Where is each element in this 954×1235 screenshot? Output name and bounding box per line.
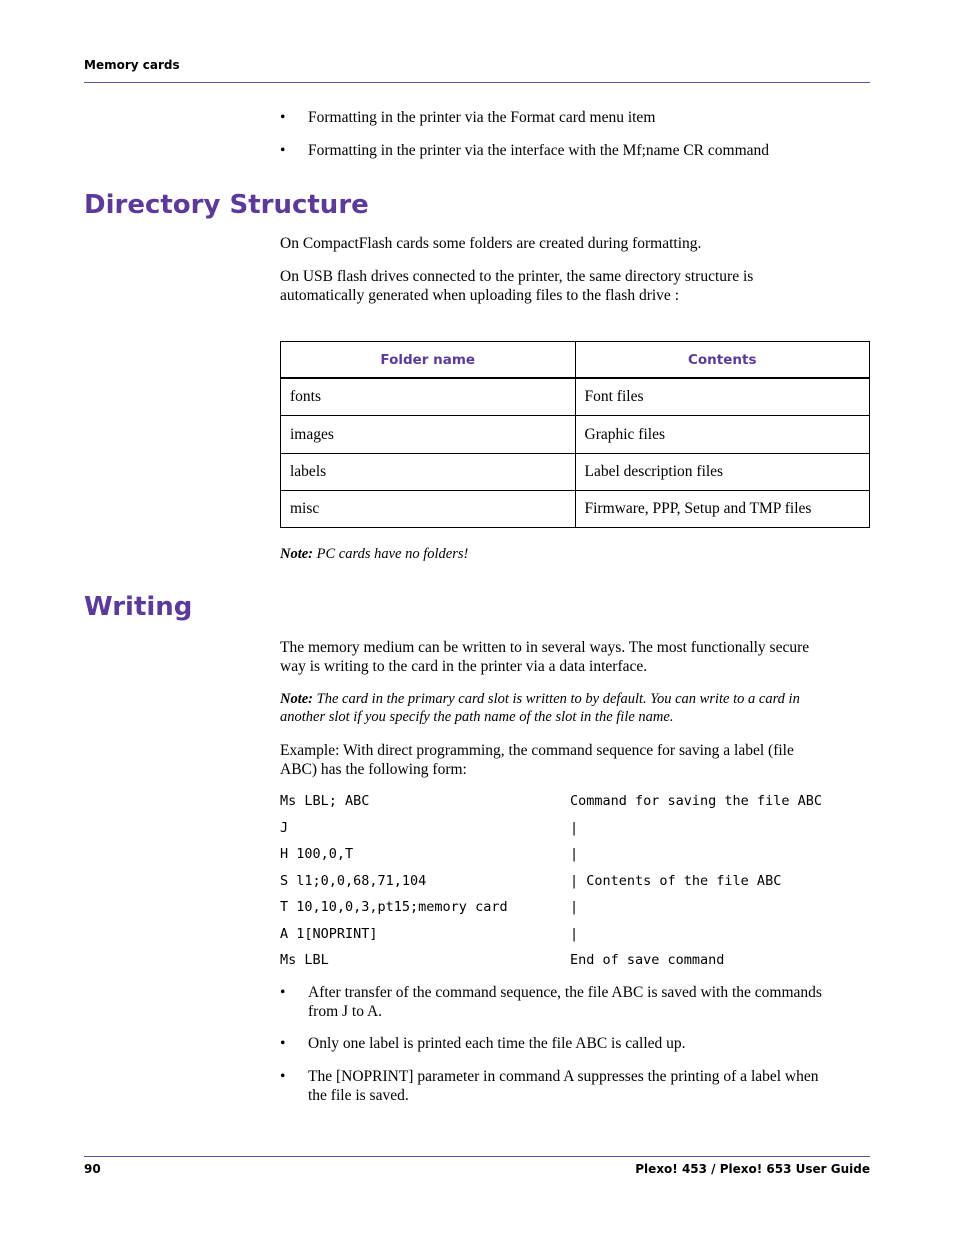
note-label: Note: <box>280 691 314 707</box>
bullet-icon: • <box>280 1068 286 1085</box>
table-row <box>281 416 870 454</box>
writing-paragraph-line-2: way is writing to the card in the printer via a data interface. <box>280 658 648 675</box>
writing-bullet-3 <box>280 1067 870 1105</box>
code-comment: | <box>570 820 579 836</box>
code-comment: | Contents of the file ABC <box>570 873 782 889</box>
bullet-icon: • <box>280 109 286 126</box>
folder-table <box>280 341 870 528</box>
bullet-text-line-2: the file is saved. <box>308 1087 409 1104</box>
table-cell: labels <box>281 454 576 491</box>
note-text: PC cards have no folders! <box>316 546 469 562</box>
bullet-text: Formatting in the printer via the interface with the Mf;name CR command <box>308 142 770 159</box>
code-command: Ms LBL <box>280 952 329 968</box>
table-cell: Font files <box>575 378 870 416</box>
bullet-icon: • <box>280 142 286 159</box>
bullet-text-line-1: The [NOPRINT] parameter in command A suppresses the printing of a label when <box>308 1068 819 1085</box>
column-header-folder-name: Folder name <box>281 342 576 379</box>
example-line-1: Example: With direct programming, the command sequence for saving a label (file <box>280 742 794 759</box>
note-label: Note: <box>280 546 314 562</box>
table-row <box>281 491 870 528</box>
table-cell: misc <box>281 491 576 528</box>
header-rule <box>84 82 870 83</box>
note-text: The card in the primary card slot is written to by default. You can write to a card in <box>316 691 800 707</box>
code-comment: | <box>570 926 579 942</box>
bullet-text-line-1: After transfer of the command sequence, the file ABC is saved with the commands <box>308 984 822 1001</box>
section-heading-writing: Writing <box>84 592 193 622</box>
table-cell: images <box>281 416 576 454</box>
bullet-text-line-2: from J to A. <box>308 1003 383 1020</box>
table-row <box>281 378 870 416</box>
code-command: Ms LBL; ABC <box>280 793 370 809</box>
writing-note-line-1 <box>280 690 800 708</box>
directory-paragraph-2-line-1: On USB flash drives connected to the printer, the same directory structure is <box>280 268 754 285</box>
code-command: J <box>280 820 289 836</box>
code-command: A 1[NOPRINT] <box>280 926 378 942</box>
directory-paragraph-2-line-2: automatically generated when uploading files to the flash drive : <box>280 287 679 304</box>
section-heading-directory: Directory Structure <box>84 190 369 220</box>
writing-note-line-2: another slot if you specify the path name of the slot in the file name. <box>280 709 674 725</box>
page-number: 90 <box>84 1162 101 1176</box>
writing-paragraph-line-1: The memory medium can be written to in several ways. The most functionally secure <box>280 639 810 656</box>
bullet-icon: • <box>280 984 286 1001</box>
code-comment: Command for saving the file ABC <box>570 793 822 809</box>
table-cell: Label description files <box>575 454 870 491</box>
code-command: T 10,10,0,3,pt15;memory card <box>280 899 508 915</box>
bullet-text: Formatting in the printer via the Format card menu item <box>308 109 656 126</box>
code-comment: End of save command <box>570 952 725 968</box>
code-command: H 100,0,T <box>280 846 354 862</box>
directory-note <box>280 545 468 563</box>
table-cell: fonts <box>281 378 576 416</box>
code-command: S l1;0,0,68,71,104 <box>280 873 427 889</box>
directory-paragraph-1: On CompactFlash cards some folders are created during formatting. <box>280 235 702 252</box>
table-cell: Graphic files <box>575 416 870 454</box>
writing-bullet-1 <box>280 983 870 1021</box>
example-line-2: ABC) has the following form: <box>280 761 467 778</box>
table-row <box>281 454 870 491</box>
code-comment: | <box>570 899 579 915</box>
guide-title: Plexo! 453 / Plexo! 653 User Guide <box>635 1162 870 1176</box>
table-cell: Firmware, PPP, Setup and TMP files <box>575 491 870 528</box>
column-header-contents: Contents <box>575 342 870 379</box>
table-header-row <box>281 342 870 379</box>
footer-rule <box>84 1156 870 1157</box>
running-header: Memory cards <box>84 58 180 72</box>
bullet-text-line-1: Only one label is printed each time the file ABC is called up. <box>308 1035 686 1052</box>
bullet-icon: • <box>280 1035 286 1052</box>
code-comment: | <box>570 846 579 862</box>
